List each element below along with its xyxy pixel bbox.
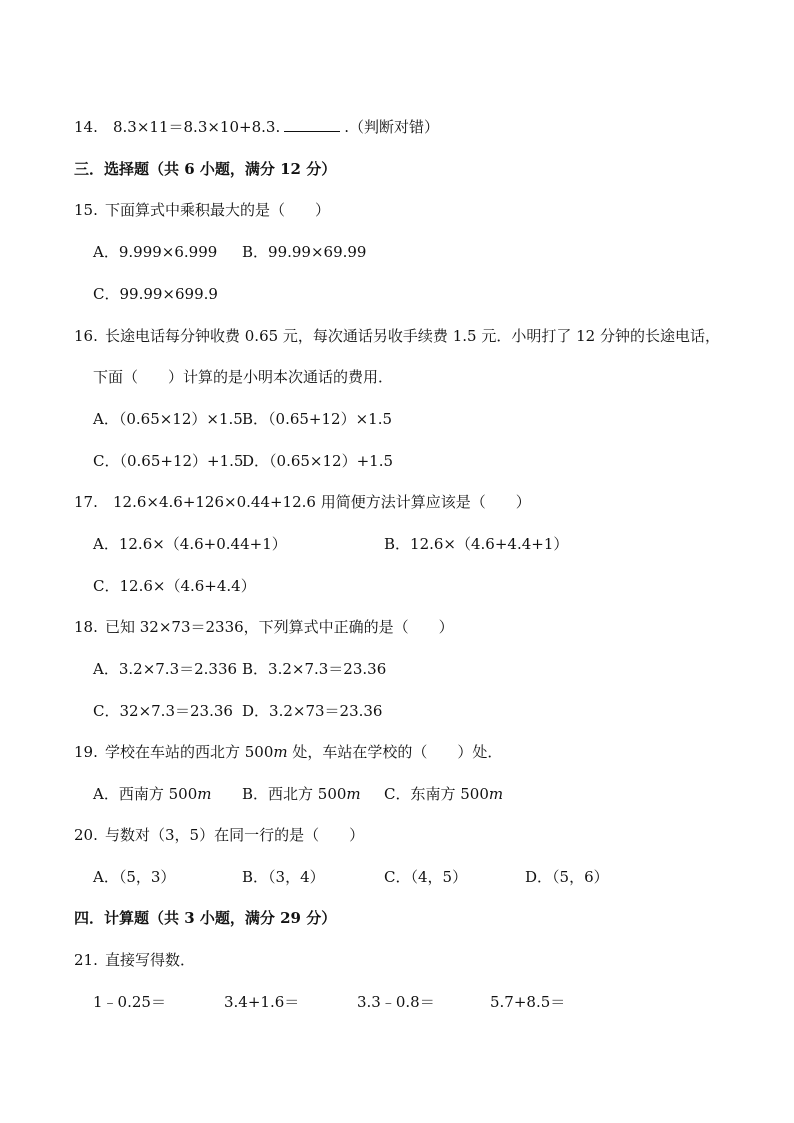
option-a[interactable] xyxy=(93,784,211,804)
question-number: 16. xyxy=(74,327,98,345)
option-a[interactable]: A．（5，3） xyxy=(93,868,176,886)
unit-meter: m xyxy=(346,785,361,803)
option-c[interactable]: C．12.6×（4.6+4.4） xyxy=(93,577,256,595)
question-text xyxy=(105,742,502,762)
option-text: A．西南方 500 xyxy=(93,785,198,803)
option-b[interactable] xyxy=(242,784,361,804)
option-a[interactable]: A．12.6×（4.6+0.44+1） xyxy=(93,535,287,553)
question-text: 8.3×11＝8.3×10+8.3. xyxy=(113,118,281,136)
question-text: 下面算式中乘积最大的是（ ） xyxy=(105,201,331,219)
option-d[interactable]: D．（5，6） xyxy=(525,868,609,886)
option-d[interactable]: D．3.2×73＝23.36 xyxy=(242,702,383,720)
section-title: 四．计算题（共 3 小题，满分 29 分） xyxy=(74,909,337,927)
option-a[interactable]: A．9.999×6.999 xyxy=(93,243,218,261)
question-14 xyxy=(113,117,439,137)
question-text: 12.6×4.6+126×0.44+12.6 用简便方法计算应该是（ ） xyxy=(113,493,531,511)
section-title: 三．选择题（共 6 小题，满分 12 分） xyxy=(74,160,337,178)
option-c[interactable]: C．（4，5） xyxy=(384,868,468,886)
option-c[interactable]: C．99.99×699.9 xyxy=(93,285,218,303)
question-number: 18. xyxy=(74,618,98,636)
option-a[interactable]: A．3.2×7.3＝2.336 xyxy=(93,660,238,678)
option-text: C．东南方 500 xyxy=(384,785,489,803)
option-b[interactable]: B．12.6×（4.6+4.4+1） xyxy=(384,535,569,553)
option-c[interactable]: C．32×7.3＝23.36 xyxy=(93,702,233,720)
question-number: 17. xyxy=(74,493,98,511)
question-text: 直接写得数． xyxy=(105,951,196,969)
option-text: B．西北方 500 xyxy=(242,785,347,803)
option-d[interactable]: D．（0.65×12）+1.5 xyxy=(242,452,394,470)
question-number: 21. xyxy=(74,951,98,969)
question-number: 19. xyxy=(74,743,98,761)
option-c[interactable]: C．（0.65+12）+1.5 xyxy=(93,452,244,470)
calc-item: 3.3﹣0.8＝ xyxy=(357,993,435,1011)
question-number: 15. xyxy=(74,201,98,219)
question-text: 已知 32×73＝2336，下列算式中正确的是（ ） xyxy=(105,618,454,636)
question-text: 下面（ ）计算的是小明本次通话的费用． xyxy=(93,368,394,386)
answer-blank[interactable] xyxy=(284,117,340,132)
question-number: 14. xyxy=(74,118,98,136)
option-c[interactable] xyxy=(384,784,503,804)
question-text-part: 处，车站在学校的（ ）处． xyxy=(287,743,503,761)
unit-meter: m xyxy=(273,743,288,761)
question-text-part: 学校在车站的西北方 500 xyxy=(105,743,274,761)
unit-meter: m xyxy=(197,785,212,803)
option-b[interactable]: B．（3，4） xyxy=(242,868,325,886)
calc-item: 5.7+8.5＝ xyxy=(490,993,566,1011)
option-a[interactable]: A．（0.65×12）×1.5 xyxy=(93,410,243,428)
option-b[interactable]: B．（0.65+12）×1.5 xyxy=(242,410,393,428)
calc-item: 3.4+1.6＝ xyxy=(224,993,300,1011)
option-b[interactable]: B．3.2×7.3＝23.36 xyxy=(242,660,387,678)
question-number: 20. xyxy=(74,826,98,844)
option-b[interactable]: B．99.99×69.99 xyxy=(242,243,367,261)
question-text: 长途电话每分钟收费 0.65 元，每次通话另收手续费 1.5 元．小明打了 12 分钟的长途电话， xyxy=(105,327,720,345)
calc-item: 1﹣0.25＝ xyxy=(93,993,166,1011)
question-text: .（判断对错） xyxy=(344,118,439,136)
question-text: 与数对（3，5）在同一行的是（ ） xyxy=(105,826,365,844)
unit-meter: m xyxy=(488,785,504,803)
